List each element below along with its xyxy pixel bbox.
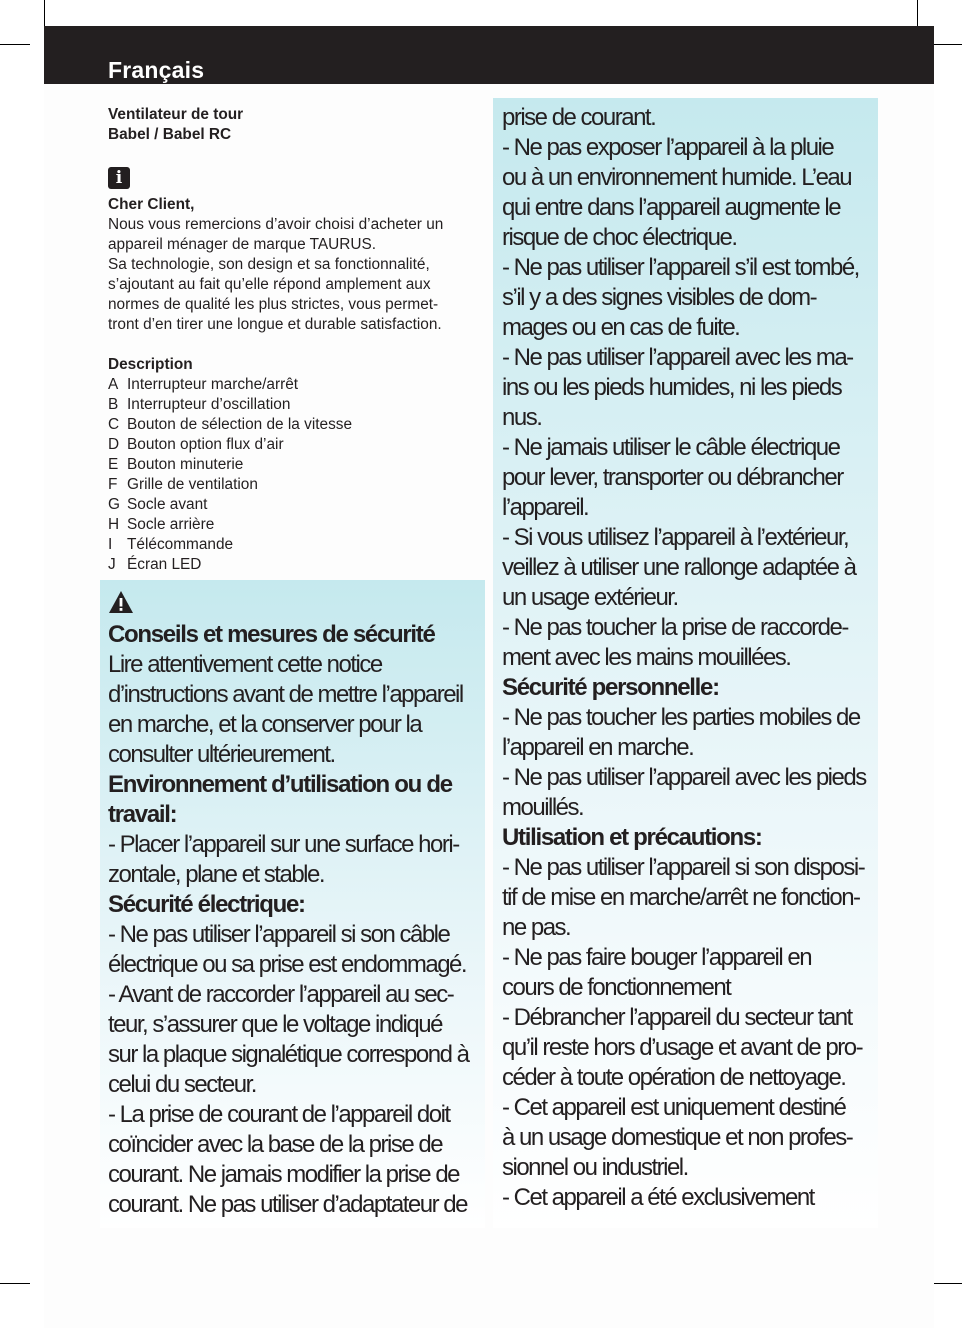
text-line: zontale, plane et stable. xyxy=(108,861,325,888)
list-item xyxy=(108,395,478,415)
item-letter: H xyxy=(108,516,120,533)
item-label: Socle avant xyxy=(127,496,208,513)
text-line: risque de choc électrique. xyxy=(502,224,737,251)
text-line: pour lever, transporter ou débrancher xyxy=(502,464,843,491)
item-letter: B xyxy=(108,396,119,413)
item-letter: C xyxy=(108,416,120,433)
text-line: électrique ou sa prise est endommagé. xyxy=(108,951,467,978)
text-line: - Placer l’appareil sur une surface hori- xyxy=(108,831,459,858)
text-line: - Cet appareil est uniquement destiné xyxy=(502,1094,846,1121)
text-line: ment avec les mains mouillées. xyxy=(502,644,791,671)
section-heading: Conseils et mesures de sécurité xyxy=(108,621,435,648)
item-label: Socle arrière xyxy=(127,516,215,533)
text-line: céder à toute opération de nettoyage. xyxy=(502,1064,846,1091)
list-item xyxy=(108,515,478,535)
text-line: courant. Ne pas utiliser d’adaptateur de xyxy=(108,1191,467,1218)
greeting-title: Cher Client, xyxy=(108,196,195,213)
text-line: mouillés. xyxy=(502,794,584,821)
safety-text-right xyxy=(502,103,874,1213)
text-line: qu’il reste hors d’usage et avant de pro- xyxy=(502,1034,863,1061)
list-item xyxy=(108,415,478,435)
text-line: prise de courant. xyxy=(502,104,656,131)
text-line: veillez à utiliser une rallonge adaptée à xyxy=(502,554,856,581)
list-item xyxy=(108,555,478,575)
section-heading: Sécurité personnelle: xyxy=(502,674,719,701)
text-line: sur la plaque signalétique correspond à xyxy=(108,1041,469,1068)
info-icon: i xyxy=(108,167,130,189)
crop-mark xyxy=(0,44,30,45)
text-line: ins ou les pieds humides, ni les pieds xyxy=(502,374,842,401)
text-line: à un usage domestique et non profes- xyxy=(502,1124,853,1151)
text-line: - Si vous utilisez l’appareil à l’extérieur, xyxy=(502,524,849,551)
text-line: en marche, et la conserver pour la xyxy=(108,711,422,738)
text-line: - Ne pas utiliser l’appareil s’il est tombé, xyxy=(502,254,859,281)
product-name: Ventilateur de tour xyxy=(108,106,244,123)
text-line: l’appareil en marche. xyxy=(502,734,694,761)
text-line: - Ne pas utiliser l’appareil avec les pieds xyxy=(502,764,866,791)
text-line: nus. xyxy=(502,404,542,431)
page-title: Français xyxy=(108,57,205,83)
text-line: celui du secteur. xyxy=(108,1071,256,1098)
item-label: Écran LED xyxy=(127,556,202,573)
list-item xyxy=(108,495,478,515)
item-label: Bouton option flux d’air xyxy=(127,436,284,453)
item-label: Bouton de sélection de la vitesse xyxy=(127,416,353,433)
item-letter: J xyxy=(108,556,116,573)
list-item xyxy=(108,435,478,455)
greeting-line: Sa technologie, son design et sa fonctionnalité, xyxy=(108,256,430,273)
text-line: cours de fonctionnement xyxy=(502,974,731,1001)
section-heading: Utilisation et précautions: xyxy=(502,824,762,851)
list-item xyxy=(108,455,478,475)
text-line: coïncider avec la base de la prise de xyxy=(108,1131,443,1158)
product-model: Babel / Babel RC xyxy=(108,126,232,143)
text-line: ne pas. xyxy=(502,914,571,941)
text-line: ou à un environnement humide. L’eau xyxy=(502,164,852,191)
list-item xyxy=(108,475,478,495)
description-list xyxy=(108,375,478,575)
section-heading: Sécurité électrique: xyxy=(108,891,305,918)
warning-icon xyxy=(108,590,134,614)
text-line: teur, s’assurer que le voltage indiqué xyxy=(108,1011,442,1038)
item-letter: A xyxy=(108,376,119,393)
text-line: mages ou en cas de fuite. xyxy=(502,314,740,341)
text-line: - Cet appareil a été exclusivement xyxy=(502,1184,814,1211)
greeting-line: s’ajoutant au fait qu’elle répond amplement aux xyxy=(108,276,431,293)
text-line: consulter ultérieurement. xyxy=(108,741,335,768)
item-label: Télécommande xyxy=(127,536,234,553)
crop-mark xyxy=(932,1283,962,1284)
greeting-line: tront d’en tirer une longue et durable satisfaction. xyxy=(108,316,442,333)
greeting-line: appareil ménager de marque TAURUS. xyxy=(108,236,377,253)
item-label: Bouton minuterie xyxy=(127,456,244,473)
section-heading: Environnement d’utilisation ou de xyxy=(108,771,452,798)
text-line: - Ne pas utiliser l’appareil avec les ma- xyxy=(502,344,853,371)
text-line: - Ne pas exposer l’appareil à la pluie xyxy=(502,134,834,161)
text-line: - Ne jamais utiliser le câble électrique xyxy=(502,434,840,461)
text-line: - Débrancher l’appareil du secteur tant xyxy=(502,1004,852,1031)
text-line: - Ne pas toucher la prise de raccorde- xyxy=(502,614,848,641)
item-letter: F xyxy=(108,476,118,493)
greeting-line: Nous vous remercions d’avoir choisi d’acheter un xyxy=(108,216,444,233)
item-label: Interrupteur d’oscillation xyxy=(127,396,291,413)
text-line: Lire attentivement cette notice xyxy=(108,651,382,678)
text-line: un usage extérieur. xyxy=(502,584,678,611)
description-title: Description xyxy=(108,356,193,373)
crop-mark xyxy=(0,1283,30,1284)
crop-mark xyxy=(932,44,962,45)
greeting-text xyxy=(108,215,478,335)
text-line: - Ne pas toucher les parties mobiles de xyxy=(502,704,860,731)
text-line: qui entre dans l’appareil augmente le xyxy=(502,194,841,221)
text-line: courant. Ne jamais modifier la prise de xyxy=(108,1161,460,1188)
item-letter: G xyxy=(108,496,120,513)
text-line: sionnel ou industriel. xyxy=(502,1154,688,1181)
text-line: d’instructions avant de mettre l’appareil xyxy=(108,681,463,708)
text-line: - Avant de raccorder l’appareil au sec- xyxy=(108,981,454,1008)
intro-column xyxy=(108,105,478,575)
text-line: - Ne pas faire bouger l’appareil en xyxy=(502,944,812,971)
item-label: Grille de ventilation xyxy=(127,476,258,493)
text-line: - Ne pas utiliser l’appareil si son disposi- xyxy=(502,854,865,881)
text-line: - Ne pas utiliser l’appareil si son câble xyxy=(108,921,450,948)
section-heading: travail: xyxy=(108,801,177,828)
list-item xyxy=(108,535,478,555)
text-line: l’appareil. xyxy=(502,494,589,521)
text-line: - La prise de courant de l’appareil doit xyxy=(108,1101,450,1128)
item-letter: D xyxy=(108,436,120,453)
greeting-line: normes de qualité les plus strictes, vous permet- xyxy=(108,296,439,313)
text-line: s’il y a des signes visibles de dom- xyxy=(502,284,817,311)
text-line: tif de mise en marche/arrêt ne fonction- xyxy=(502,884,860,911)
safety-text-left xyxy=(108,620,480,1220)
item-letter: I xyxy=(108,536,113,553)
item-label: Interrupteur marche/arrêt xyxy=(127,376,299,393)
list-item xyxy=(108,375,478,395)
item-letter: E xyxy=(108,456,119,473)
